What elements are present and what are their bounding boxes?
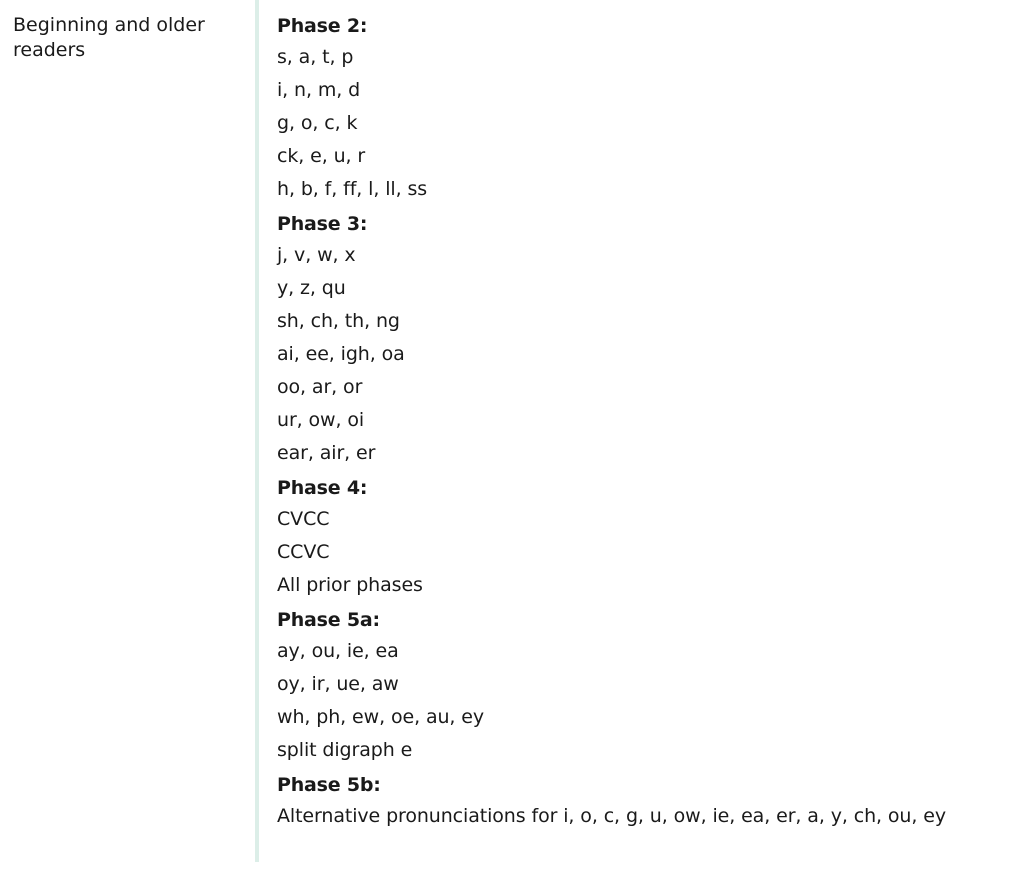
- phase-item: oo, ar, or: [277, 376, 363, 398]
- phase-4-group: [277, 474, 1017, 602]
- phase-item: ear, air, er: [277, 442, 376, 464]
- phase-title: Phase 5a:: [277, 609, 380, 631]
- phase-item: ai, ee, igh, oa: [277, 343, 405, 365]
- phase-item: wh, ph, ew, oe, au, ey: [277, 706, 485, 728]
- phase-item: y, z, qu: [277, 277, 346, 299]
- phase-item: j, v, w, x: [277, 244, 356, 266]
- phase-item: Alternative pronunciations for i, o, c, g, u, ow, ie, ea, er, a, y, ch, ou, ey: [277, 805, 946, 827]
- phase-2-group: [277, 12, 1017, 206]
- phase-title: Phase 2:: [277, 15, 368, 37]
- phase-title: Phase 3:: [277, 213, 368, 235]
- phase-title: Phase 4:: [277, 477, 368, 499]
- phase-5a-group: [277, 606, 1017, 767]
- phase-item: CCVC: [277, 541, 330, 563]
- phase-item: h, b, f, ff, l, ll, ss: [277, 178, 428, 200]
- phase-item: ay, ou, ie, ea: [277, 640, 399, 662]
- phase-title: Phase 5b:: [277, 774, 381, 796]
- phase-item: oy, ir, ue, aw: [277, 673, 399, 695]
- phase-item: g, o, c, k: [277, 112, 358, 134]
- column-divider: [255, 0, 259, 862]
- phase-item: sh, ch, th, ng: [277, 310, 400, 332]
- phase-3-group: [277, 210, 1017, 470]
- phase-item: CVCC: [277, 508, 330, 530]
- phases-cell: [277, 12, 1017, 833]
- phase-item: ur, ow, oi: [277, 409, 365, 431]
- phase-item: ck, e, u, r: [277, 145, 366, 167]
- phase-item: split digraph e: [277, 739, 413, 761]
- phase-item: All prior phases: [277, 574, 423, 596]
- row-label: Beginning and older readers: [13, 14, 205, 61]
- phase-item: i, n, m, d: [277, 79, 361, 101]
- phase-5b-group: [277, 771, 1017, 833]
- phase-item: s, a, t, p: [277, 46, 354, 68]
